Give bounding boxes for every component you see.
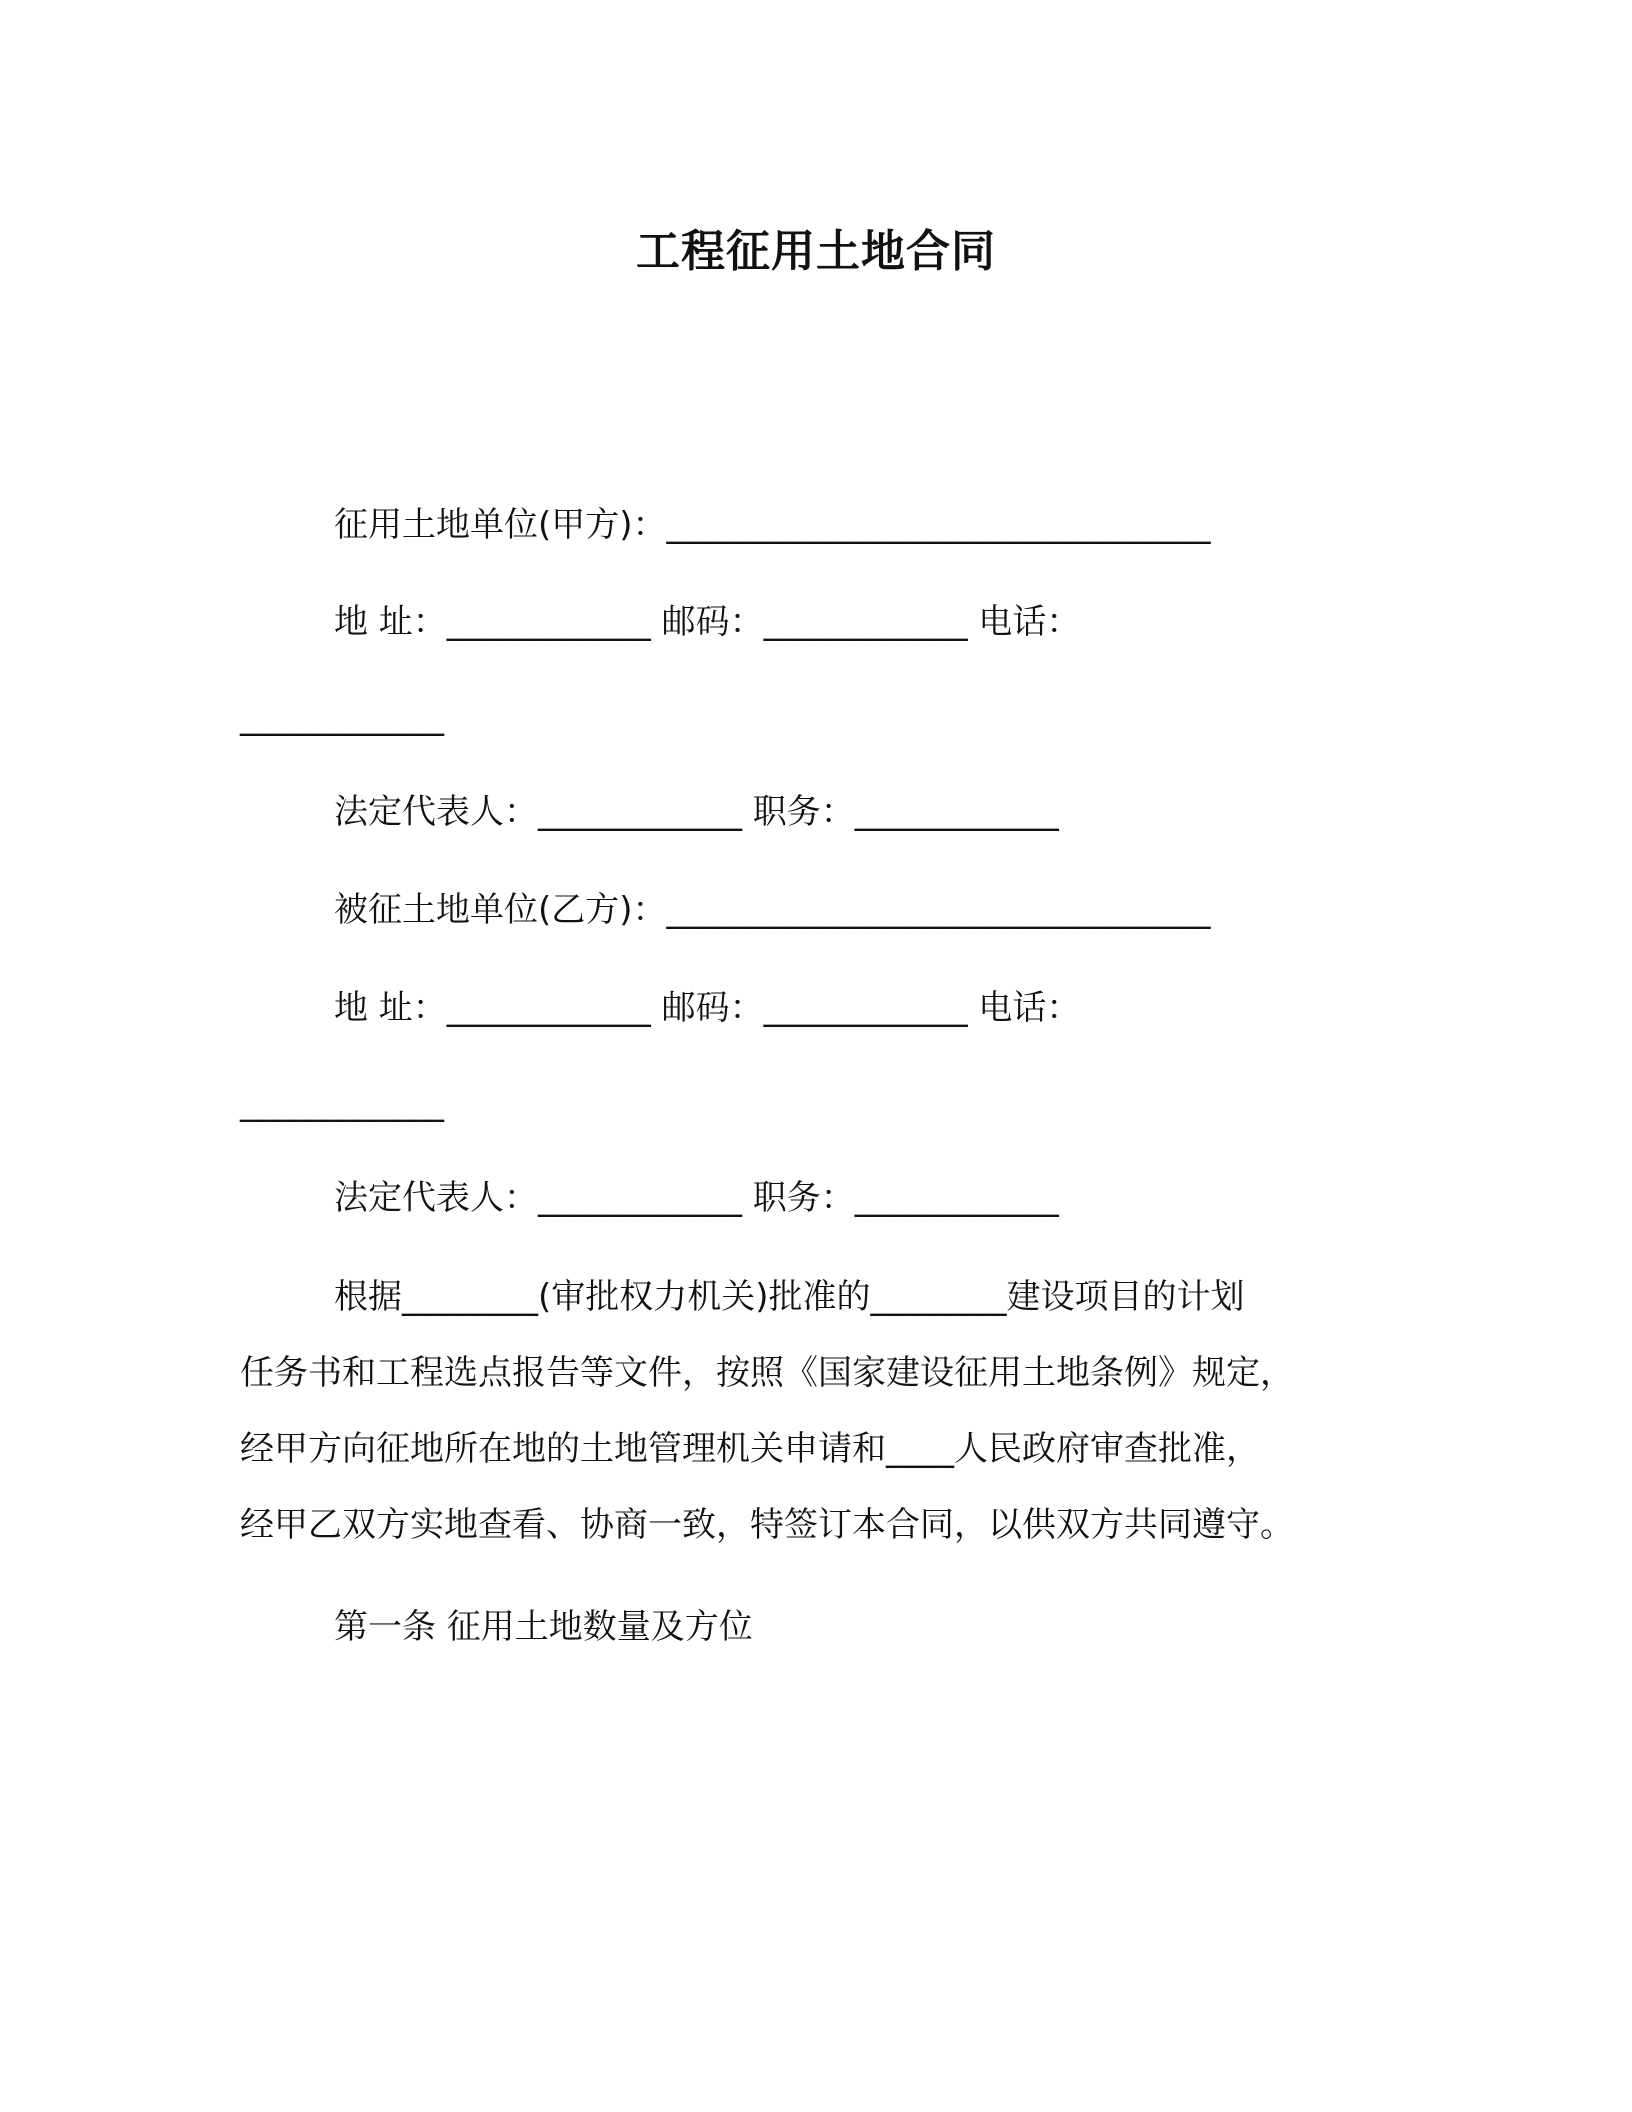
document-title: 工程征用土地合同 (636, 226, 996, 277)
preamble-line-2: 任务书和工程选点报告等文件，按照《国家建设征用土地条例》规定， (240, 1353, 1294, 1393)
article-1-heading: 第一条 征用土地数量及方位 (334, 1607, 753, 1647)
party-b-phone-blank: ____________ (240, 1083, 444, 1123)
party-a-name-line: 征用土地单位(甲方)：________________________________ (334, 505, 1211, 545)
party-a-address-line: 地 址：____________ 邮码：____________ 电话： (334, 602, 1081, 642)
preamble-line-4: 经甲乙双方实地查看、协商一致，特签订本合同，以供双方共同遵守。 (240, 1505, 1294, 1545)
party-a-representative-line: 法定代表人：____________ 职务：____________ (334, 792, 1059, 832)
party-b-name-line: 被征土地单位(乙方)：________________________________ (334, 890, 1211, 930)
party-b-address-line: 地 址：____________ 邮码：____________ 电话： (334, 988, 1081, 1028)
preamble-line-3: 经甲方向征地所在地的土地管理机关申请和____人民政府审查批准， (240, 1429, 1260, 1469)
party-b-representative-line: 法定代表人：____________ 职务：____________ (334, 1178, 1059, 1218)
party-a-phone-blank: ____________ (240, 697, 444, 737)
preamble-line-1: 根据________(审批权力机关)批准的________建设项目的计划 (334, 1277, 1245, 1317)
